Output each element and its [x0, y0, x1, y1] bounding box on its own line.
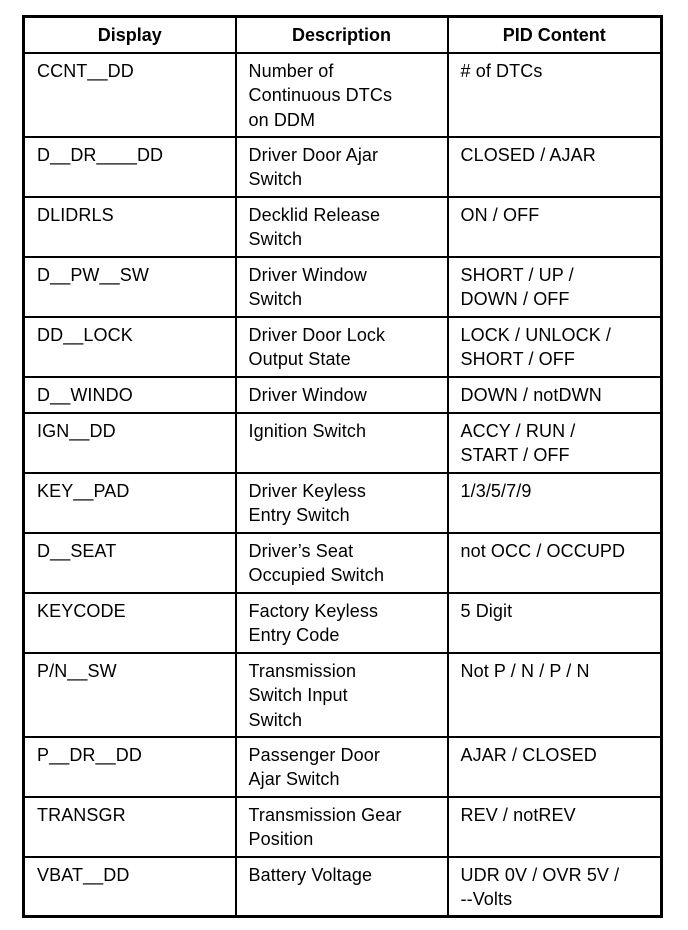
pid-content-cell	[448, 473, 662, 533]
pid-content-cell	[448, 53, 662, 137]
pid-content-cell-text: REV / notREV	[460, 804, 576, 825]
table-row	[24, 317, 662, 377]
description-cell	[236, 197, 448, 257]
table-row	[24, 593, 662, 653]
display-cell-text: P__DR__DD	[37, 744, 142, 765]
table-row	[24, 53, 662, 137]
header-pid-content: PID Content	[448, 17, 662, 53]
description-cell-text: Ignition Switch	[248, 420, 367, 441]
description-cell	[236, 317, 448, 377]
table-row	[24, 413, 662, 473]
description-cell	[236, 857, 448, 917]
pid-content-cell-text: 1/3/5/7/9	[460, 480, 532, 501]
pid-content-cell	[448, 317, 662, 377]
pid-content-cell-text: # of DTCs	[460, 60, 543, 81]
pid-content-cell	[448, 257, 662, 317]
description-cell	[236, 137, 448, 197]
pid-content-cell	[448, 533, 662, 593]
description-cell-text: Driver Window Switch	[248, 264, 367, 309]
display-cell	[24, 53, 236, 137]
pid-content-cell-text: ACCY / RUN / START / OFF	[460, 420, 576, 465]
display-cell	[24, 317, 236, 377]
description-cell	[236, 473, 448, 533]
display-cell-text: D__WINDO	[37, 384, 133, 405]
display-cell-text: CCNT__DD	[37, 60, 134, 81]
header-description: Description	[236, 17, 448, 53]
display-cell-text: VBAT__DD	[37, 864, 130, 885]
description-cell-text: Decklid Release Switch	[248, 204, 381, 249]
pid-content-cell-text: DOWN / notDWN	[460, 384, 602, 405]
description-cell-text: Driver’s Seat Occupied Switch	[248, 540, 385, 585]
description-cell	[236, 377, 448, 413]
display-cell	[24, 473, 236, 533]
display-cell	[24, 197, 236, 257]
display-cell-text: D__DR____DD	[37, 144, 164, 165]
pid-content-cell-text: ON / OFF	[460, 204, 540, 225]
description-cell-text: Number of Continuous DTCs on DDM	[248, 60, 393, 130]
pid-content-cell	[448, 857, 662, 917]
display-cell	[24, 377, 236, 413]
pid-content-cell	[448, 137, 662, 197]
display-cell	[24, 653, 236, 737]
description-cell-text: Factory Keyless Entry Code	[248, 600, 379, 645]
table-row	[24, 737, 662, 797]
table-body	[24, 53, 662, 917]
description-cell	[236, 653, 448, 737]
display-cell	[24, 797, 236, 857]
table-row	[24, 257, 662, 317]
display-cell-text: TRANSGR	[37, 804, 126, 825]
display-cell-text: D__SEAT	[37, 540, 117, 561]
description-cell-text: Driver Window	[248, 384, 367, 405]
table-row	[24, 137, 662, 197]
display-cell	[24, 857, 236, 917]
pid-content-cell	[448, 653, 662, 737]
pid-content-cell-text: UDR 0V / OVR 5V / --Volts	[460, 864, 620, 909]
display-cell-text: P/N__SW	[37, 660, 117, 681]
description-cell	[236, 797, 448, 857]
description-cell	[236, 737, 448, 797]
description-cell	[236, 533, 448, 593]
header-row	[24, 17, 662, 53]
pid-content-cell-text: Not P / N / P / N	[460, 660, 590, 681]
description-cell-text: Transmission Gear Position	[248, 804, 402, 849]
table-row	[24, 857, 662, 917]
display-cell	[24, 413, 236, 473]
display-cell-text: KEYCODE	[37, 600, 126, 621]
pid-content-cell-text: SHORT / UP / DOWN / OFF	[460, 264, 574, 309]
table-row	[24, 653, 662, 737]
pid-content-cell	[448, 197, 662, 257]
pid-table	[22, 15, 663, 918]
description-cell	[236, 53, 448, 137]
pid-content-cell	[448, 377, 662, 413]
pid-content-cell-text: 5 Digit	[460, 600, 513, 621]
description-cell-text: Battery Voltage	[248, 864, 373, 885]
pid-content-cell	[448, 413, 662, 473]
header-display: Display	[24, 17, 236, 53]
pid-content-cell-text: AJAR / CLOSED	[460, 744, 597, 765]
description-cell-text: Passenger Door Ajar Switch	[248, 744, 380, 789]
display-cell-text: DD__LOCK	[37, 324, 133, 345]
display-cell	[24, 593, 236, 653]
pid-content-cell	[448, 797, 662, 857]
display-cell	[24, 737, 236, 797]
table-row	[24, 197, 662, 257]
display-cell-text: D__PW__SW	[37, 264, 149, 285]
pid-content-cell-text: LOCK / UNLOCK / SHORT / OFF	[460, 324, 612, 369]
description-cell-text: Driver Door Lock Output State	[248, 324, 386, 369]
description-cell-text: Driver Door Ajar Switch	[248, 144, 379, 189]
pid-content-cell	[448, 593, 662, 653]
display-cell	[24, 533, 236, 593]
table-row	[24, 533, 662, 593]
display-cell-text: DLIDRLS	[37, 204, 114, 225]
description-cell	[236, 257, 448, 317]
table-row	[24, 377, 662, 413]
description-cell	[236, 593, 448, 653]
display-cell	[24, 137, 236, 197]
pid-content-cell-text: not OCC / OCCUPD	[460, 540, 626, 561]
description-cell	[236, 413, 448, 473]
pid-content-cell-text: CLOSED / AJAR	[460, 144, 596, 165]
display-cell-text: IGN__DD	[37, 420, 116, 441]
pid-content-cell	[448, 737, 662, 797]
display-cell-text: KEY__PAD	[37, 480, 130, 501]
table-row	[24, 797, 662, 857]
description-cell-text: Driver Keyless Entry Switch	[248, 480, 366, 525]
table-row	[24, 473, 662, 533]
description-cell-text: Transmission Switch Input Switch	[248, 660, 357, 730]
display-cell	[24, 257, 236, 317]
